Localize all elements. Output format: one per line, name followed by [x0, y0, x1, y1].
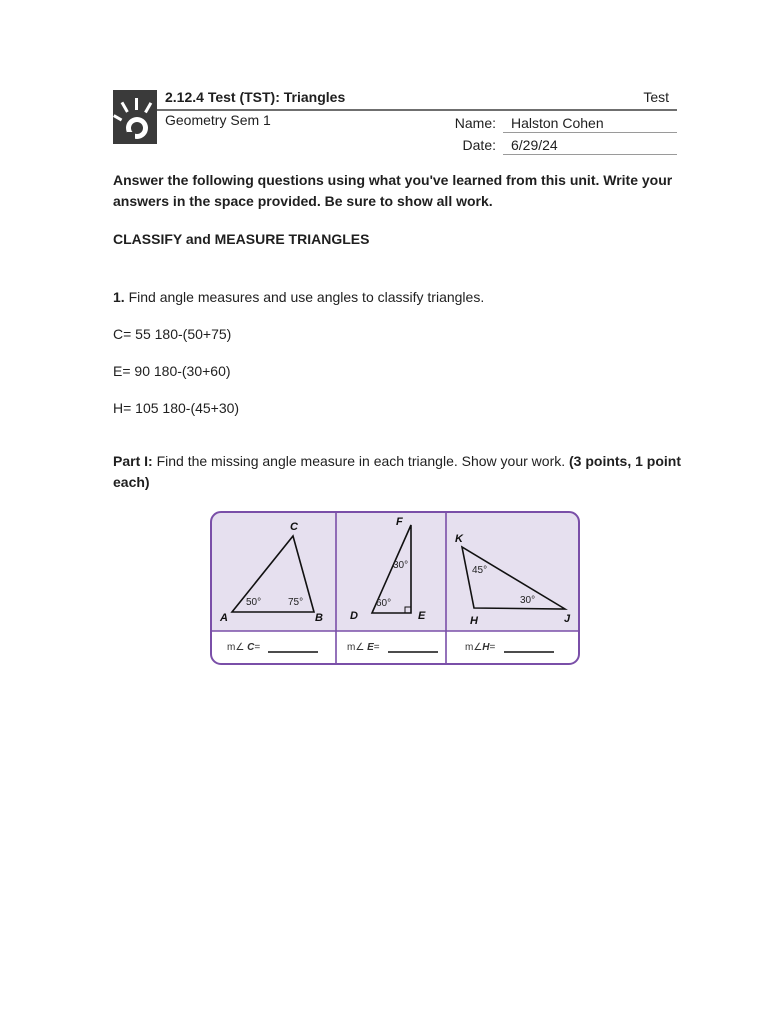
vertex-label-k: K: [455, 533, 463, 545]
date-field[interactable]: 6/29/24: [511, 137, 558, 153]
part-1-prompt: [113, 451, 683, 493]
instructions: Answer the following questions using what you've learned from this unit. Write your answers in the space provided. Be sure to show all work.: [113, 172, 673, 209]
vertex-label-a: A: [220, 612, 228, 624]
document-title: 2.12.4 Test (TST): Triangles: [165, 89, 346, 105]
answer-prompt-e: m∠ E=: [347, 642, 380, 653]
answer-h[interactable]: H= 105 180-(45+30): [113, 400, 240, 416]
answer-prompt-c: m∠ C=: [227, 642, 261, 653]
vertex-label-b: B: [315, 612, 323, 624]
figure-answer-row: [210, 631, 580, 665]
angle-label-k: 45°: [472, 565, 488, 576]
part-text: Find the missing angle measure in each triangle. Show your work.: [156, 453, 566, 469]
vertex-label-d: D: [350, 610, 358, 622]
question-number: 1.: [113, 289, 125, 305]
date-underline: [503, 154, 677, 155]
triangles-svg: [210, 511, 580, 665]
answer-c[interactable]: C= 55 180-(50+75): [113, 326, 232, 342]
vertex-label-e: E: [418, 610, 426, 622]
angle-label-a: 50°: [246, 597, 262, 608]
section-heading: CLASSIFY and MEASURE TRIANGLES: [113, 231, 370, 247]
vertex-label-f: F: [396, 516, 403, 528]
name-label: Name:: [454, 115, 496, 131]
answer-e[interactable]: E= 90 180-(30+60): [113, 363, 231, 379]
name-field[interactable]: Halston Cohen: [511, 115, 604, 131]
document-header: [113, 88, 677, 158]
vertex-label-h: H: [470, 615, 478, 627]
header-divider: [157, 109, 677, 111]
answer-prompt-h: m∠H=: [465, 642, 496, 653]
course-name: Geometry Sem 1: [165, 112, 271, 128]
name-underline: [503, 132, 677, 133]
question-1: [113, 287, 683, 308]
document-type: Test: [643, 89, 669, 105]
vertex-label-c: C: [290, 521, 298, 533]
part-points: (3 points, 1 point each): [113, 453, 682, 490]
angle-label-f: 30°: [393, 560, 409, 571]
question-text: Find angle measures and use angles to classify triangles.: [128, 289, 485, 305]
angle-label-j: 30°: [520, 595, 536, 606]
angle-label-d: 60°: [376, 598, 392, 609]
lightbulb-logo-icon: [113, 90, 157, 144]
date-label: Date:: [462, 137, 496, 153]
vertex-label-j: J: [564, 613, 571, 625]
angle-label-b: 75°: [288, 597, 304, 608]
part-label: Part I:: [113, 453, 153, 469]
triangles-figure: [210, 511, 580, 665]
